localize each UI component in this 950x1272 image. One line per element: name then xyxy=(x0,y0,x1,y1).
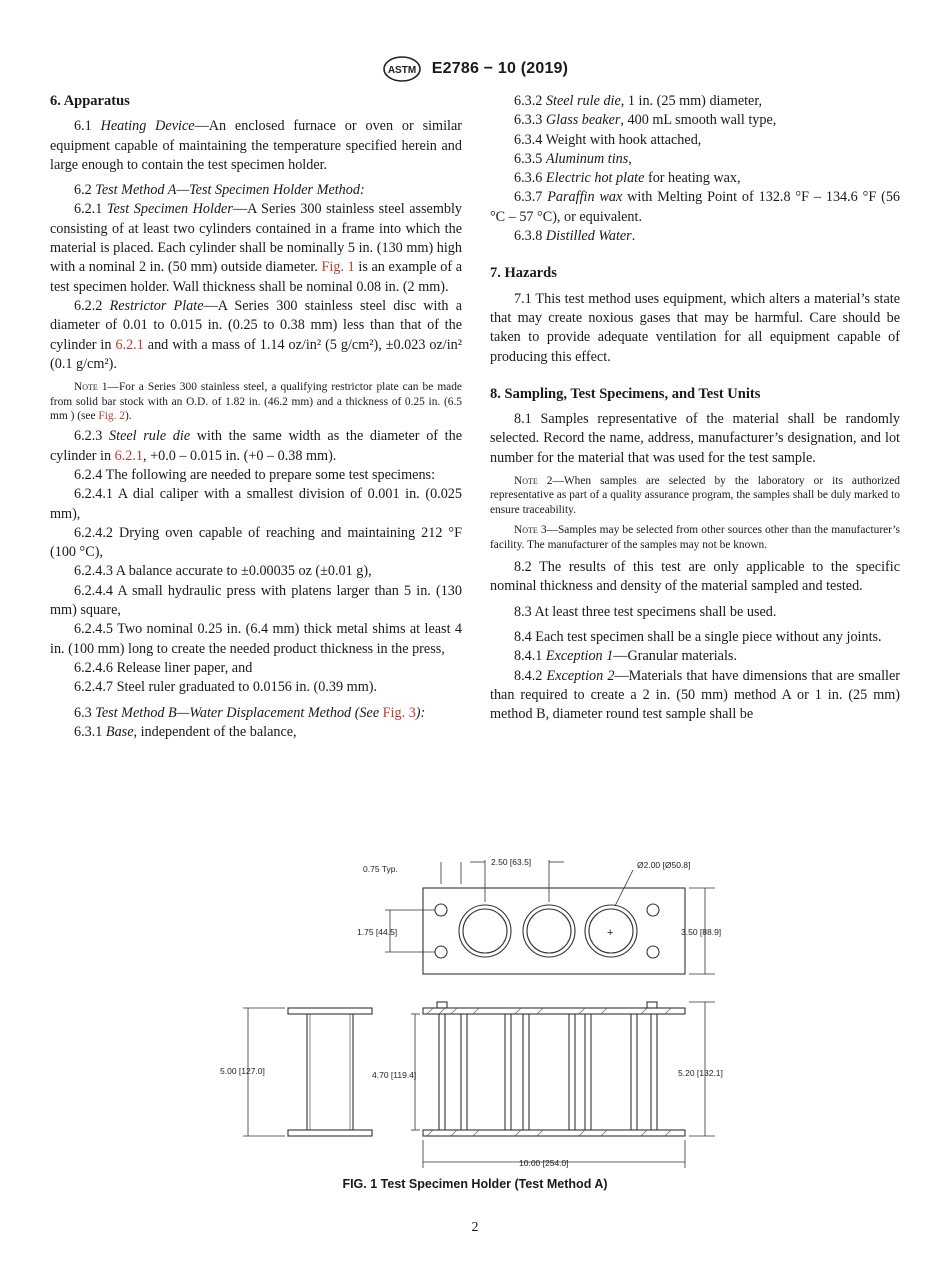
para-8-4: 8.4 Each test specimen shall be a single piece without any joints. xyxy=(514,628,882,645)
para-6-3-8: 6.3.8 Distilled Water. xyxy=(514,228,636,245)
section-6-heading: 6. Apparatus xyxy=(50,93,130,109)
para-6-3: 6.3 Test Method B—Water Displacement Method (See Fig. 3): xyxy=(74,704,426,721)
center-mark: + xyxy=(607,927,614,939)
cylinder-top-flange xyxy=(288,1008,372,1014)
para-6-2-4-5: 6.2.4.5 Two nominal 0.25 in. (6.4 mm) thick metal shims at least 4 in. (100 mm) long to create the needed product thickness in the press, xyxy=(50,621,462,657)
section-7-heading: 7. Hazards xyxy=(490,265,557,282)
para-6-2: 6.2 Test Method A—Test Specimen Holder Method: xyxy=(74,182,365,199)
bolt-hole xyxy=(647,946,659,958)
para-8-3: 8.3 At least three test specimens shall be used. xyxy=(514,603,777,620)
dim-inner-height-label: 4.70 [119.4] xyxy=(372,1070,417,1080)
para-6-2-4-3: 6.2.4.3 A balance accurate to ±0.00035 oz (±0.01 g), xyxy=(74,563,372,580)
para-6-2-4-2: 6.2.4.2 Drying oven capable of reaching and maintaining 212 °F (100 °C), xyxy=(50,524,462,561)
dim-typ-label: 0.75 Typ. xyxy=(363,864,398,874)
dim-overall-height-label: 5.20 [132.1] xyxy=(678,1068,723,1078)
figure-1-drawing xyxy=(215,848,735,1178)
fig1-link[interactable]: Fig. 1 xyxy=(321,259,355,276)
para-8-4-1: 8.4.1 Exception 1—Granular materials. xyxy=(514,648,737,665)
para-8-1: 8.1 Samples representative of the material shall be randomly selected. Record the name, address, manufacturer’s designation, and lot number for the material that was used for the test sample. xyxy=(490,411,900,466)
astm-logo-text: ASTM xyxy=(387,65,416,76)
top-view-plate xyxy=(423,888,685,974)
bolt-hole xyxy=(435,904,447,916)
para-6-2-4-7: 6.2.4.7 Steel ruler graduated to 0.0156 in. (0.39 mm). xyxy=(74,679,378,696)
note-3: Note 3—Samples may be selected from other sources other than the manufacturer’s facility. The manufacturer of the samples may not be known. xyxy=(490,524,900,551)
bolt-head xyxy=(437,1002,447,1008)
fig2-link[interactable]: Fig. 2 xyxy=(98,409,125,422)
bolt-head xyxy=(647,1002,657,1008)
para-6-3-1: 6.3.1 Base, independent of the balance, xyxy=(74,723,297,740)
page-number: 2 xyxy=(471,1220,479,1235)
section-6-2-1-link[interactable]: 6.2.1 xyxy=(115,336,144,353)
section-8-heading: 8. Sampling, Test Specimens, and Test Units xyxy=(490,385,761,402)
standard-designation: E2786 − 10 (2019) xyxy=(431,60,569,77)
cylinder-bottom-flange xyxy=(288,1130,372,1136)
page-header xyxy=(0,54,950,84)
section-6-2-1-link-2[interactable]: 6.2.1 xyxy=(114,447,143,464)
dim-row-label: 1.75 [44.5] xyxy=(357,927,398,937)
para-6-1: 6.1 Heating Device—An enclosed furnace or oven or similar equipment capable of maintaining the temperature specified herein and large enough to contain the test specimen holder. xyxy=(50,118,463,173)
cylinder-outer xyxy=(459,905,511,957)
dim-length-label: 10.00 [254.0] xyxy=(519,1158,569,1168)
para-6-2-4: 6.2.4 The following are needed to prepare some test specimens: xyxy=(74,466,436,483)
figure-1-caption: FIG. 1 Test Specimen Holder (Test Method A) xyxy=(342,1177,608,1191)
para-6-3-7: 6.3.7 Paraffin wax with Melting Point of 132.8 °F – 134.6 °F (56 °C – 57 °C), or equivalent. xyxy=(490,189,901,225)
dim-cylinder-height-label: 5.00 [127.0] xyxy=(220,1066,265,1076)
para-6-2-4-6: 6.2.4.6 Release liner paper, and xyxy=(74,659,253,676)
para-6-2-1: 6.2.1 Test Specimen Holder—A Series 300 stainless steel assembly consisting of at least two cylinders contained in a frame into which the material is placed. Each cylinder shall be nominally 5 in. (130 mm) high with a nominal 2 in. (50 mm) outside diameter. Fig. 1 is an example of a test specimen holder. Wall thickness shall be nominal 0.08 in. (2 mm). xyxy=(50,201,463,295)
cylinder-outer xyxy=(523,905,575,957)
cylinder-inner xyxy=(463,909,507,953)
para-6-3-5: 6.3.5 Aluminum tins, xyxy=(514,150,632,167)
para-6-3-3: 6.3.3 Glass beaker, 400 mL smooth wall type, xyxy=(514,112,777,129)
para-6-2-4-4: 6.2.4.4 A small hydraulic press with platens larger than 5 in. (130 mm) square, xyxy=(50,582,462,619)
para-6-2-2: 6.2.2 Restrictor Plate—A Series 300 stainless steel disc with a diameter of 0.01 to 0.015 in. (0.25 to 0.38 mm) less than that of the cylinder in 6.2.1 and with a mass of 1.14 oz/in² (5 g/cm²), ±0.023 oz/in² (0.1 g/cm²). xyxy=(50,297,463,372)
cylinder-inner xyxy=(527,909,571,953)
dim-plate-height-label: 3.50 [88.9] xyxy=(681,927,722,937)
bolt-hole xyxy=(435,946,447,958)
para-8-4-2: 8.4.2 Exception 2—Materials that have dimensions that are smaller than required to create a 2 in. (50 mm) method A or 1 in. (25 mm) method B, diameter round test sample shall be xyxy=(490,667,900,723)
fig3-link[interactable]: Fig. 3 xyxy=(382,704,416,721)
para-8-2: 8.2 The results of this test are only applicable to the specific nominal thickness and density of the material sampled and tested. xyxy=(490,559,900,595)
para-6-2-4-1: 6.2.4.1 A dial caliper with a smallest division of 0.001 in. (0.025 mm), xyxy=(50,486,462,522)
para-6-3-4: 6.3.4 Weight with hook attached, xyxy=(514,131,702,148)
right-column xyxy=(490,92,900,724)
astm-logo-icon xyxy=(382,55,422,83)
note-2: Note 2—When samples are selected by the laboratory or its authorized representative as part of a quality assurance program, the samples shall be duly marked to ensure traceability. xyxy=(490,475,900,516)
para-6-3-2: 6.3.2 Steel rule die, 1 in. (25 mm) diameter, xyxy=(514,93,763,109)
para-6-3-6: 6.3.6 Electric hot plate for heating wax, xyxy=(514,170,741,187)
bolt-hole xyxy=(647,904,659,916)
left-column xyxy=(50,92,462,742)
para-6-2-3: 6.2.3 Steel rule die with the same width as the diameter of the cylinder in 6.2.1, +0.0 – 0.015 in. (+0 – 0.38 mm). xyxy=(50,428,462,464)
dim-diameter-label: Ø2.00 [Ø50.8] xyxy=(637,860,691,870)
note-1: Note 1—For a Series 300 stainless steel, a qualifying restrictor plate can be made from solid bar stock with an O.D. of 1.82 in. (46.2 mm) and a thickness of 0.25 in. (6.5 mm ) (see Fig. 2). xyxy=(50,381,462,422)
para-7-1: 7.1 This test method uses equipment, which alters a material’s state that may create noxious gases that may be harmful. Care should be taken to provide adequate ventilation for all equipment capable of producing this effect. xyxy=(490,290,900,365)
dim-spacing-label: 2.50 [63.5] xyxy=(491,857,532,867)
